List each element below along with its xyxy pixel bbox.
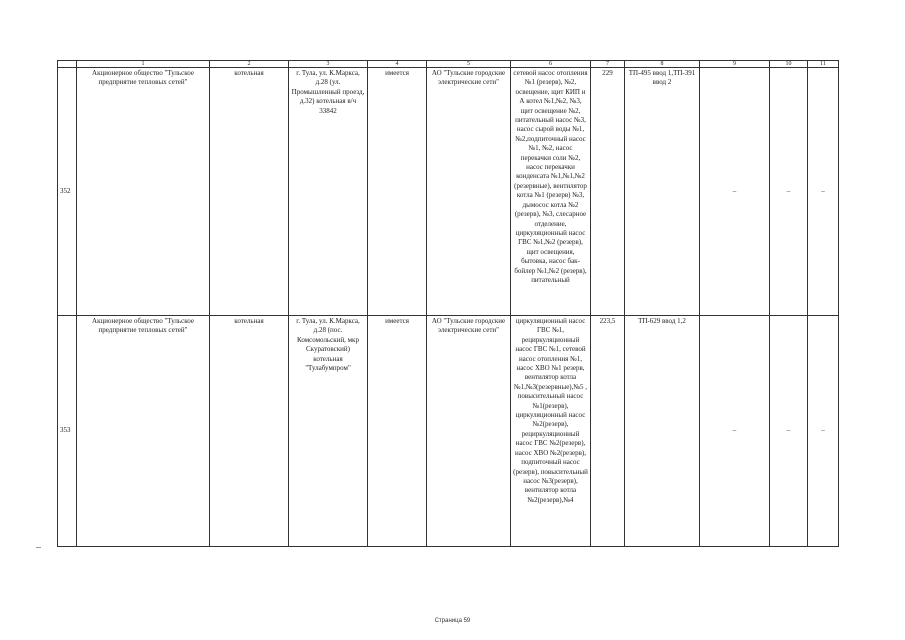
address-cell: г. Тула, ул. К.Маркса, д.28 (пос. Комсомольский, мкр Скуратовский) котельная "Тулабумпром" [289,316,368,547]
page-footer: Страница 59 [434,618,471,624]
table-row [58,316,839,547]
power-cell: 223,5 [591,316,625,547]
header-cell-1: 1 [77,61,210,68]
substation-cell: ТП-629 ввод 1,2 [625,316,700,547]
header-cell-11: 11 [808,61,839,68]
column-10-cell: – [770,316,808,547]
object-type-cell: котельная [210,68,289,316]
equipment-cell: сетевой насос отопления №1 (резерв), №2, освещение, щит КИП и А котел №1,№2, №3, щит освещение №2, питательный насос №3, насос сырой воды №1, №2,подпиточный насос №1, №2, насос перекачки соли №2, насос перекачки конденсата №1,№1,№2 (резервные), вентилятор котла №1 (резерв) №3, дымосос котла №2 (резерв), №3, слесарное отделение, циркуляционный насос ГВС №1,№2 (резерв), щит освещения, бытовка, насос бак-бойлер №1,№2 (резерв), питательный [511,68,591,316]
column-11-cell: – [808,68,839,316]
power-cell: 229 [591,68,625,316]
table-row [58,68,839,316]
row-number: 352 [58,68,77,316]
header-cell-blank [58,61,77,68]
header-cell-7: 7 [591,61,625,68]
substation-cell: ТП-495 ввод 1,ТП-391 ввод 2 [625,68,700,316]
column-9-cell: – [700,316,770,547]
document-sheet [57,60,838,547]
header-cell-6: 6 [511,61,591,68]
organization-cell: Акционерное общество "Тульское предприятие тепловых сетей" [77,68,210,316]
organization-cell: Акционерное общество "Тульское предприятие тепловых сетей" [77,316,210,547]
header-cell-10: 10 [770,61,808,68]
supplier-cell: АО "Тульские городские электрические сети" [427,316,511,547]
header-cell-5: 5 [427,61,511,68]
column-10-cell: – [770,68,808,316]
equipment-cell: циркуляционный насос ГВС №1, рециркуляционный насос ГВС №1, сетевой насос отопления №1, насос ХВО №1 резерв, вентилятор котла №1,№3(резервные),№5 , повысительный насос №1(резерв), циркуляционный насос №2(резерв), рециркуляционный насос ГВС №2(резерв), насос ХВО №2(резерв), подпиточный насос (резерв), повысительный насос №3(резерв), вентилятор котла №2(резерв),№4 [511,316,591,547]
header-row [58,61,839,68]
register-table [57,60,839,547]
supplier-cell: АО "Тульские городские электрические сети" [427,68,511,316]
header-cell-8: 8 [625,61,700,68]
row-number: 353 [58,316,77,547]
availability-cell: имеется [368,68,427,316]
column-9-cell: – [700,68,770,316]
address-cell: г. Тула, ул. К.Маркса, д.28 (ул. Промышленный проезд, д.32) котельная в/ч 33842 [289,68,368,316]
column-11-cell: – [808,316,839,547]
header-cell-9: 9 [700,61,770,68]
object-type-cell: котельная [210,316,289,547]
availability-cell: имеется [368,316,427,547]
margin-mark [36,547,41,548]
header-cell-4: 4 [368,61,427,68]
header-cell-3: 3 [289,61,368,68]
header-cell-2: 2 [210,61,289,68]
